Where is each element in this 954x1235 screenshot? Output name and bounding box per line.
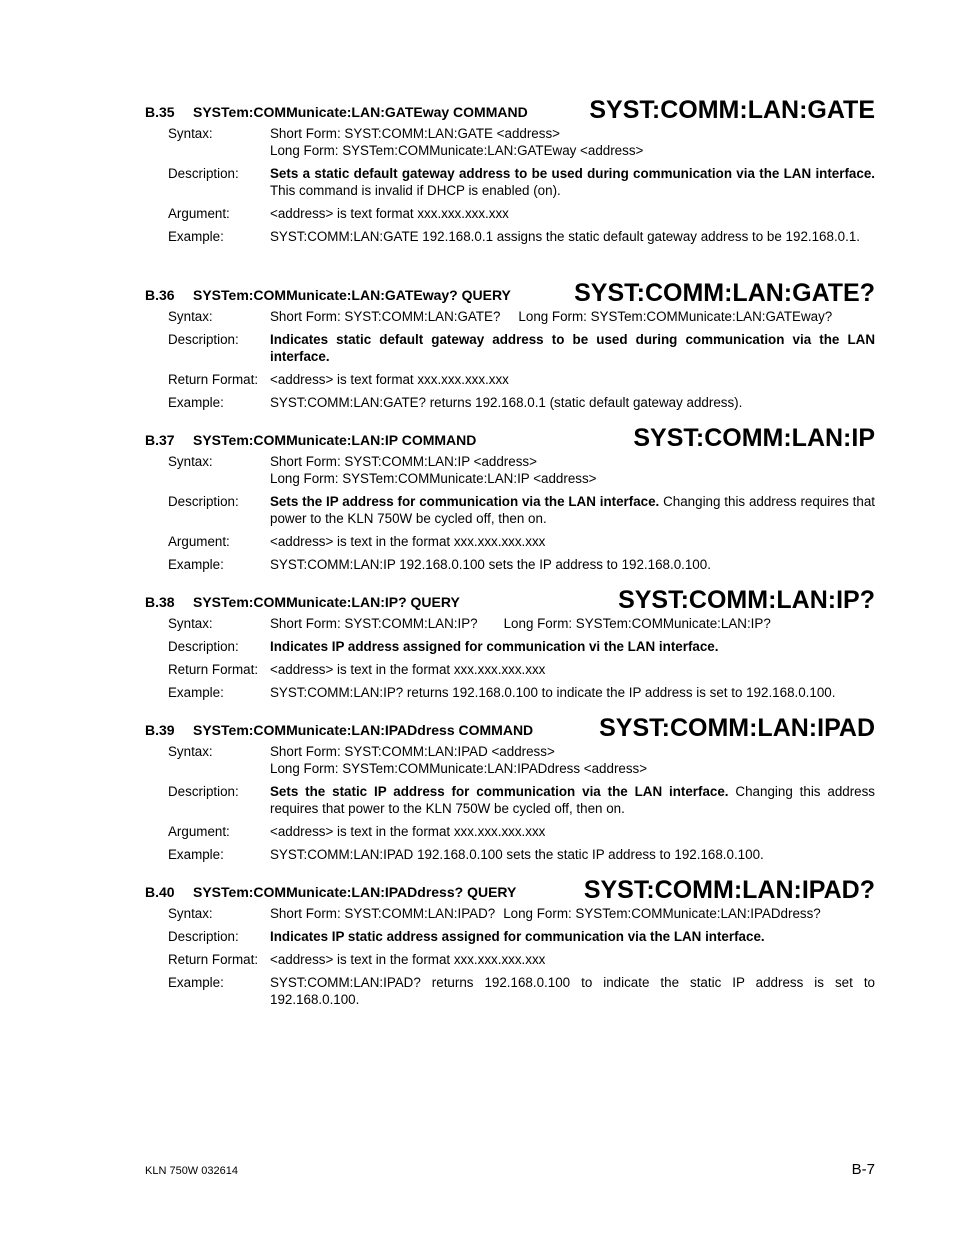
- description-row: [145, 165, 875, 199]
- example-text: SYST:COMM:LAN:IP? returns 192.168.0.100 to indicate the IP address is set to 192.168.0.100.: [270, 685, 836, 700]
- syntax-label: Syntax:: [168, 309, 213, 324]
- description-bold-text: Sets the IP address for communication via the LAN interface.: [270, 494, 660, 509]
- section-mnemonic: SYST:COMM:LAN:IPAD: [599, 714, 875, 742]
- section-title: B.36 SYSTem:COMMunicate:LAN:GATEway? QUERY: [145, 287, 511, 303]
- example-row: [145, 394, 875, 411]
- description-label: Description:: [168, 639, 239, 654]
- argument-label: Argument:: [168, 534, 230, 549]
- return-format-text: <address> is text in the format xxx.xxx.xxx.xxx: [270, 952, 546, 967]
- return-format-row: [145, 951, 875, 968]
- syntax-row: [145, 743, 875, 777]
- section-title: B.37 SYSTem:COMMunicate:LAN:IP COMMAND: [145, 432, 477, 448]
- argument-text: <address> is text in the format xxx.xxx.xxx.xxx: [270, 824, 546, 839]
- argument-label: Argument:: [168, 824, 230, 839]
- description-text: This command is invalid if DHCP is enabled (on).: [270, 183, 561, 198]
- section-mnemonic: SYST:COMM:LAN:GATE: [589, 96, 875, 124]
- syntax-short-form: Short Form: SYST:COMM:LAN:IP?: [270, 616, 478, 631]
- example-text: SYST:COMM:LAN:GATE? returns 192.168.0.1 (static default gateway address).: [270, 395, 743, 410]
- description-label: Description:: [168, 494, 239, 509]
- syntax-long-form: Long Form: SYSTem:COMMunicate:LAN:IPADdress?: [503, 906, 821, 921]
- return-format-label: Return Format:: [168, 372, 259, 387]
- example-text: SYST:COMM:LAN:GATE 192.168.0.1 assigns the static default gateway address to be 192.168.0.1.: [270, 229, 861, 244]
- description-row: [145, 331, 875, 365]
- footer-doc-id: KLN 750W 032614: [145, 1165, 238, 1177]
- description-row: [145, 638, 875, 655]
- return-format-row: [145, 371, 875, 388]
- example-text: SYST:COMM:LAN:IPAD 192.168.0.100 sets the static IP address to 192.168.0.100.: [270, 847, 764, 862]
- syntax-short-form: Short Form: SYST:COMM:LAN:GATE <address>: [270, 126, 560, 141]
- section-mnemonic: SYST:COMM:LAN:GATE?: [574, 279, 875, 307]
- argument-text: <address> is text format xxx.xxx.xxx.xxx: [270, 206, 509, 221]
- example-label: Example:: [168, 685, 224, 700]
- return-format-label: Return Format:: [168, 662, 259, 677]
- description-bold-text: Indicates IP address assigned for communication vi the LAN interface.: [270, 639, 719, 654]
- example-label: Example:: [168, 557, 224, 572]
- section-b37: [145, 426, 875, 573]
- example-label: Example:: [168, 229, 224, 244]
- description-bold-text: Indicates IP static address assigned for communication via the LAN interface.: [270, 929, 765, 944]
- footer-page-number: B-7: [851, 1161, 875, 1178]
- example-label: Example:: [168, 847, 224, 862]
- section-title: B.39 SYSTem:COMMunicate:LAN:IPADdress COMMAND: [145, 722, 534, 738]
- example-row: [145, 974, 875, 1008]
- syntax-long-form: Long Form: SYSTem:COMMunicate:LAN:GATEway?: [518, 309, 833, 324]
- syntax-label: Syntax:: [168, 126, 213, 141]
- section-b38: [145, 588, 875, 701]
- description-label: Description:: [168, 929, 239, 944]
- section-title: B.40 SYSTem:COMMunicate:LAN:IPADdress? QUERY: [145, 884, 517, 900]
- section-mnemonic: SYST:COMM:LAN:IP: [633, 424, 875, 452]
- syntax-short-form: Short Form: SYST:COMM:LAN:IPAD?: [270, 906, 496, 921]
- section-b35: [145, 98, 875, 245]
- syntax-short-form: Short Form: SYST:COMM:LAN:GATE?: [270, 309, 501, 324]
- syntax-short-form: Short Form: SYST:COMM:LAN:IP <address>: [270, 454, 537, 469]
- argument-text: <address> is text in the format xxx.xxx.xxx.xxx: [270, 534, 546, 549]
- argument-label: Argument:: [168, 206, 230, 221]
- section-b39: [145, 716, 875, 863]
- description-bold-text: Sets a static default gateway address to be used during communication via the LAN interface.: [270, 166, 875, 181]
- description-text: Changing this address requires that power to the KLN 750W be cycled off, then on.: [270, 494, 876, 526]
- section-title: B.35 SYSTem:COMMunicate:LAN:GATEway COMMAND: [145, 104, 528, 120]
- syntax-short-form: Short Form: SYST:COMM:LAN:IPAD <address>: [270, 744, 555, 759]
- return-format-label: Return Format:: [168, 952, 259, 967]
- description-label: Description:: [168, 784, 239, 799]
- example-text: SYST:COMM:LAN:IPAD? returns 192.168.0.100 to indicate the static IP address is set to 192.168.0.100.: [270, 975, 875, 1007]
- section-b40: [145, 878, 875, 1008]
- section-mnemonic: SYST:COMM:LAN:IP?: [618, 586, 875, 614]
- syntax-row: [145, 615, 875, 632]
- example-label: Example:: [168, 975, 224, 990]
- return-format-text: <address> is text in the format xxx.xxx.xxx.xxx: [270, 662, 546, 677]
- syntax-row: [145, 308, 875, 325]
- syntax-label: Syntax:: [168, 616, 213, 631]
- syntax-long-form: Long Form: SYSTem:COMMunicate:LAN:IPADdress <address>: [270, 761, 648, 776]
- argument-row: [145, 205, 875, 222]
- syntax-long-form: Long Form: SYSTem:COMMunicate:LAN:IP?: [503, 616, 771, 631]
- description-row: [145, 493, 875, 527]
- description-row: [145, 928, 875, 945]
- description-bold-text: Indicates static default gateway address to be used during communication via the LAN interface.: [270, 332, 875, 364]
- description-bold-text: Sets the static IP address for communication via the LAN interface.: [270, 784, 729, 799]
- argument-row: [145, 823, 875, 840]
- section-mnemonic: SYST:COMM:LAN:IPAD?: [583, 876, 875, 904]
- description-label: Description:: [168, 166, 239, 181]
- syntax-row: [145, 453, 875, 487]
- description-row: [145, 783, 875, 817]
- syntax-label: Syntax:: [168, 454, 213, 469]
- return-format-text: <address> is text format xxx.xxx.xxx.xxx: [270, 372, 509, 387]
- example-row: [145, 228, 875, 245]
- section-b36: [145, 281, 875, 411]
- syntax-row: [145, 905, 875, 922]
- example-row: [145, 556, 875, 573]
- syntax-label: Syntax:: [168, 906, 213, 921]
- syntax-label: Syntax:: [168, 744, 213, 759]
- syntax-long-form: Long Form: SYSTem:COMMunicate:LAN:GATEway <address>: [270, 143, 644, 158]
- return-format-row: [145, 661, 875, 678]
- section-title: B.38 SYSTem:COMMunicate:LAN:IP? QUERY: [145, 594, 460, 610]
- example-row: [145, 684, 875, 701]
- description-text: Changing this address requires that power to the KLN 750W be cycled off, then on.: [270, 784, 876, 816]
- description-label: Description:: [168, 332, 239, 347]
- example-label: Example:: [168, 395, 224, 410]
- example-text: SYST:COMM:LAN:IP 192.168.0.100 sets the IP address to 192.168.0.100.: [270, 557, 711, 572]
- example-row: [145, 846, 875, 863]
- argument-row: [145, 533, 875, 550]
- syntax-long-form: Long Form: SYSTem:COMMunicate:LAN:IP <address>: [270, 471, 597, 486]
- syntax-row: [145, 125, 875, 159]
